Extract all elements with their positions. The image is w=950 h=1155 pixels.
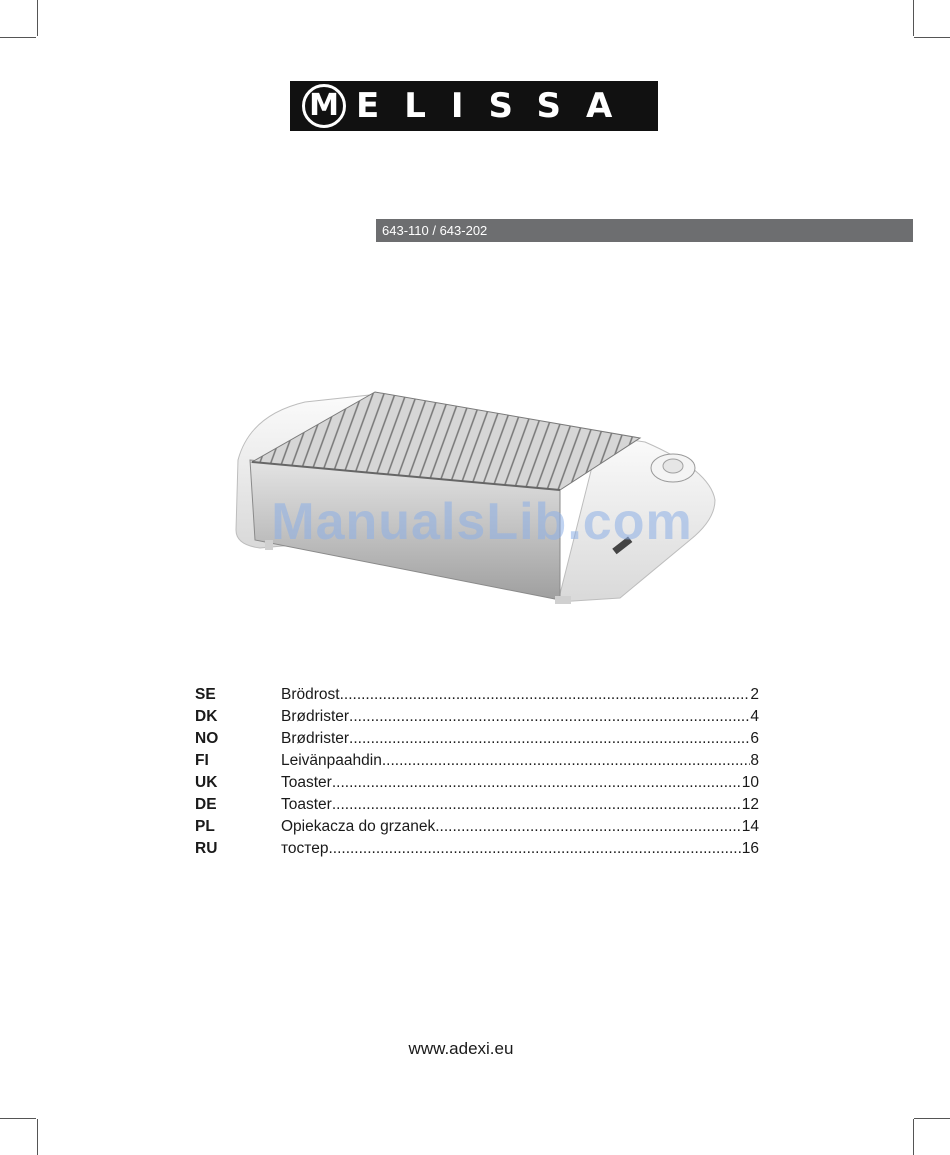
toc-row[interactable] — [195, 730, 759, 752]
crop-mark — [913, 1119, 914, 1155]
toc-title: Brødrister — [281, 730, 350, 747]
toc-page-number: 2 — [750, 686, 759, 703]
toc-leader-dots — [328, 840, 741, 858]
toc-leader-dots — [349, 708, 750, 726]
toc-page-number: 8 — [750, 752, 759, 769]
model-number-bar: 643-110 / 643-202 — [376, 219, 913, 242]
toc-language-code: DE — [195, 796, 217, 813]
toc-page-number: 14 — [741, 818, 759, 835]
toc-leader-dots — [349, 730, 750, 748]
logo-m-circle: M — [302, 84, 346, 128]
toc-row[interactable] — [195, 708, 759, 730]
brand-logo — [290, 81, 658, 131]
toc-leader-dots — [340, 686, 751, 704]
toc-leader-dots — [332, 796, 742, 814]
toc-row[interactable] — [195, 774, 759, 796]
crop-mark — [0, 1118, 36, 1119]
logo-wordmark: ELISSA — [356, 86, 638, 126]
toc-language-code: NO — [195, 730, 219, 747]
toc-language-code: RU — [195, 840, 218, 857]
table-of-contents — [195, 686, 759, 862]
toc-title: Toaster — [281, 774, 332, 791]
toc-language-code: SE — [195, 686, 216, 703]
toc-language-code: FI — [195, 752, 209, 769]
toc-page-number: 4 — [750, 708, 759, 725]
toc-language-code: DK — [195, 708, 218, 725]
toc-page-number: 16 — [741, 840, 759, 857]
website-link[interactable]: www.adexi.eu — [408, 1039, 514, 1058]
crop-mark — [914, 1118, 950, 1119]
toc-language-code: UK — [195, 774, 218, 791]
toc-leader-dots — [332, 774, 742, 792]
crop-mark — [914, 37, 950, 38]
toc-title: Toaster — [281, 796, 332, 813]
toc-title: Opiekacza do grzanek — [281, 818, 436, 835]
crop-mark — [913, 0, 914, 36]
toc-language-code: PL — [195, 818, 215, 835]
toc-title: Brödrost — [281, 686, 340, 703]
crop-mark — [0, 37, 36, 38]
watermark-text: ManualsLib.com — [271, 493, 693, 551]
toc-page-number: 10 — [741, 774, 759, 791]
toc-row[interactable] — [195, 752, 759, 774]
toc-title: тостер — [281, 840, 329, 857]
toc-title: Leivänpaahdin — [281, 752, 382, 769]
toc-leader-dots — [435, 818, 742, 836]
toc-row[interactable] — [195, 818, 759, 840]
crop-mark — [37, 0, 38, 36]
toc-page-number: 12 — [741, 796, 759, 813]
toc-leader-dots — [382, 752, 751, 770]
crop-mark — [37, 1119, 38, 1155]
toc-title: Brødrister — [281, 708, 350, 725]
toc-row[interactable] — [195, 686, 759, 708]
toc-page-number: 6 — [750, 730, 759, 747]
toc-row[interactable] — [195, 840, 759, 862]
toc-row[interactable] — [195, 796, 759, 818]
